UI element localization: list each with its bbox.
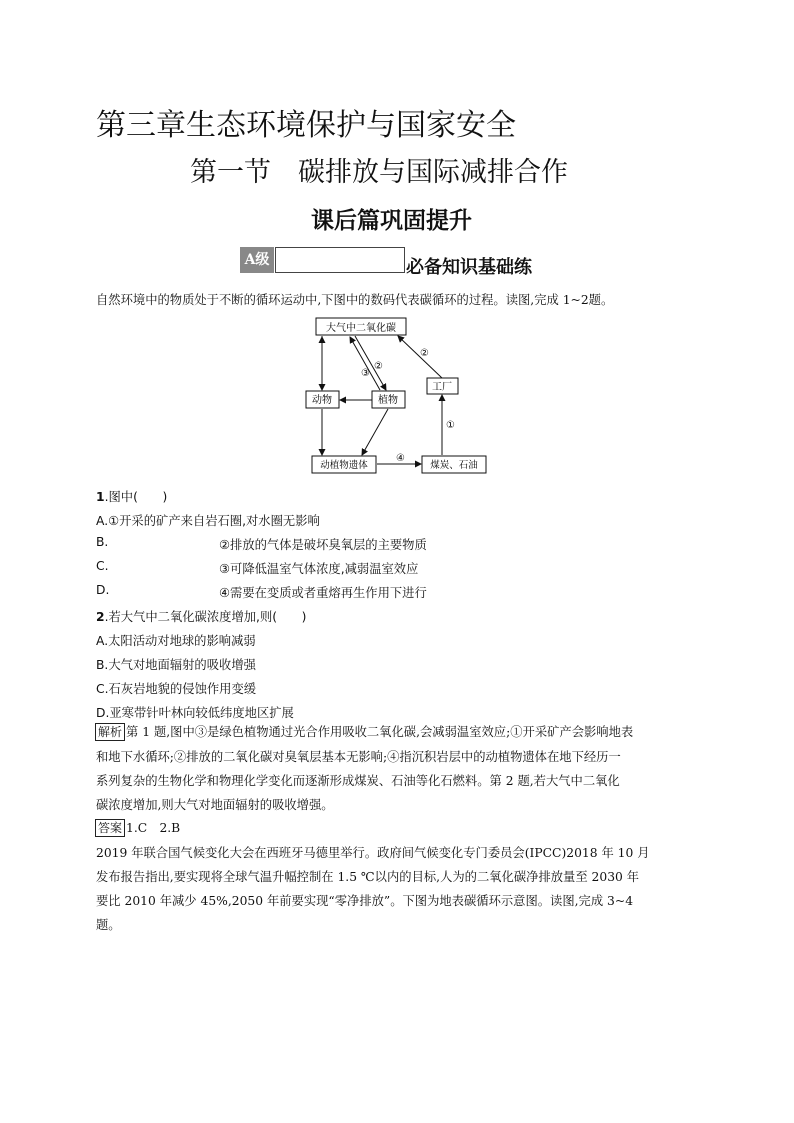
node-factory: 工厂: [432, 382, 452, 393]
label-1: ①: [446, 420, 455, 431]
analysis-line-4: 碳浓度增加,则大气对地面辐射的吸收增强。: [96, 798, 334, 812]
label-4: ④: [396, 453, 405, 464]
q2-option-c: C.石灰岩地貌的侵蚀作用变缓: [96, 682, 257, 696]
q1-option-a: A.①开采的矿产来自岩石圈,对水圈无影响: [96, 514, 320, 528]
answer-line: [95, 816, 180, 840]
question-1-text: .图中( ): [104, 490, 168, 504]
answer-tag: 答案: [95, 819, 125, 837]
node-remains: 动植物遗体: [320, 460, 368, 471]
q2-option-a: A.太阳活动对地球的影响减弱: [96, 634, 256, 648]
node-animal: 动物: [312, 395, 332, 406]
q1-option-d-letter: D.: [96, 583, 110, 597]
exercise-subtitle: 课后篇巩固提升: [311, 208, 472, 234]
question-2-text: .若大气中二氧化碳浓度增加,则( ): [104, 610, 307, 624]
question-1-number: 1: [96, 490, 105, 504]
node-plant: 植物: [378, 395, 398, 406]
answer-text: 1.C 2.B: [126, 821, 181, 835]
level-badge: A级: [240, 247, 274, 273]
q1-option-c-text: ③可降低温室气体浓度,减弱温室效应: [219, 562, 419, 576]
node-coal: 煤炭、石油: [430, 460, 478, 471]
analysis-line-3: 系列复杂的生物化学和物理化学变化而逐渐形成煤炭、石油等化石燃料。第 2 题,若大气中二氧化: [96, 774, 620, 788]
section-title: 第一节 碳排放与国际减排合作: [190, 157, 568, 188]
analysis-line-2: 和地下水循环;②排放的二氧化碳对臭氧层基本无影响;④指沉积岩层中的动植物遗体在地下经历一: [96, 750, 621, 764]
q1-option-d-text: ④需要在变质或者重熔再生作用下进行: [219, 586, 427, 600]
level-title: 必备知识基础练: [406, 257, 532, 278]
q1-option-b-text: ②排放的气体是破坏臭氧层的主要物质: [219, 538, 427, 552]
analysis-line-1: [95, 720, 633, 744]
q1-option-b-letter: B.: [96, 535, 109, 549]
level-blank-box: [275, 247, 405, 273]
label-2-top: ②: [420, 348, 429, 359]
question-2-stem: [96, 607, 306, 625]
analysis-text-1: 第 1 题,图中③是绿色植物通过光合作用吸收二氧化碳,会减弱温室效应;①开采矿产会影响地表: [126, 725, 634, 739]
chapter-title: 第三章生态环境保护与国家安全: [96, 108, 516, 143]
node-atmosphere: 大气中二氧化碳: [326, 323, 396, 334]
question-2-number: 2: [96, 610, 105, 624]
intro2-line-4: 题。: [96, 918, 121, 932]
question-1-stem: [96, 487, 167, 505]
intro2-line-2: 发布报告指出,要实现将全球气温升幅控制在 1.5 ℃以内的目标,人为的二氧化碳净排放量至 2030 年: [96, 870, 640, 884]
q2-option-d: D.亚寒带针叶林向较低纬度地区扩展: [96, 706, 294, 720]
intro2-line-1: 2019 年联合国气候变化大会在西班牙马德里举行。政府间气候变化专门委员会(IPCC)2018 年 10 月: [96, 846, 650, 860]
q1-option-c-letter: C.: [96, 559, 109, 573]
label-2-mid: ②: [374, 361, 383, 372]
analysis-tag: 解析: [95, 723, 125, 741]
intro-text-1: 自然环境中的物质处于不断的循环运动中,下图中的数码代表碳循环的过程。读图,完成 1~2题。: [96, 293, 614, 307]
label-3: ③: [361, 368, 370, 379]
carbon-cycle-diagram: [300, 314, 500, 479]
q2-option-b: B.大气对地面辐射的吸收增强: [96, 658, 256, 672]
arrow-plant-remains: [362, 409, 388, 455]
intro2-line-3: 要比 2010 年减少 45%,2050 年前要实现“零净排放”。下图为地表碳循环示意图。读图,完成 3~4: [96, 894, 634, 908]
